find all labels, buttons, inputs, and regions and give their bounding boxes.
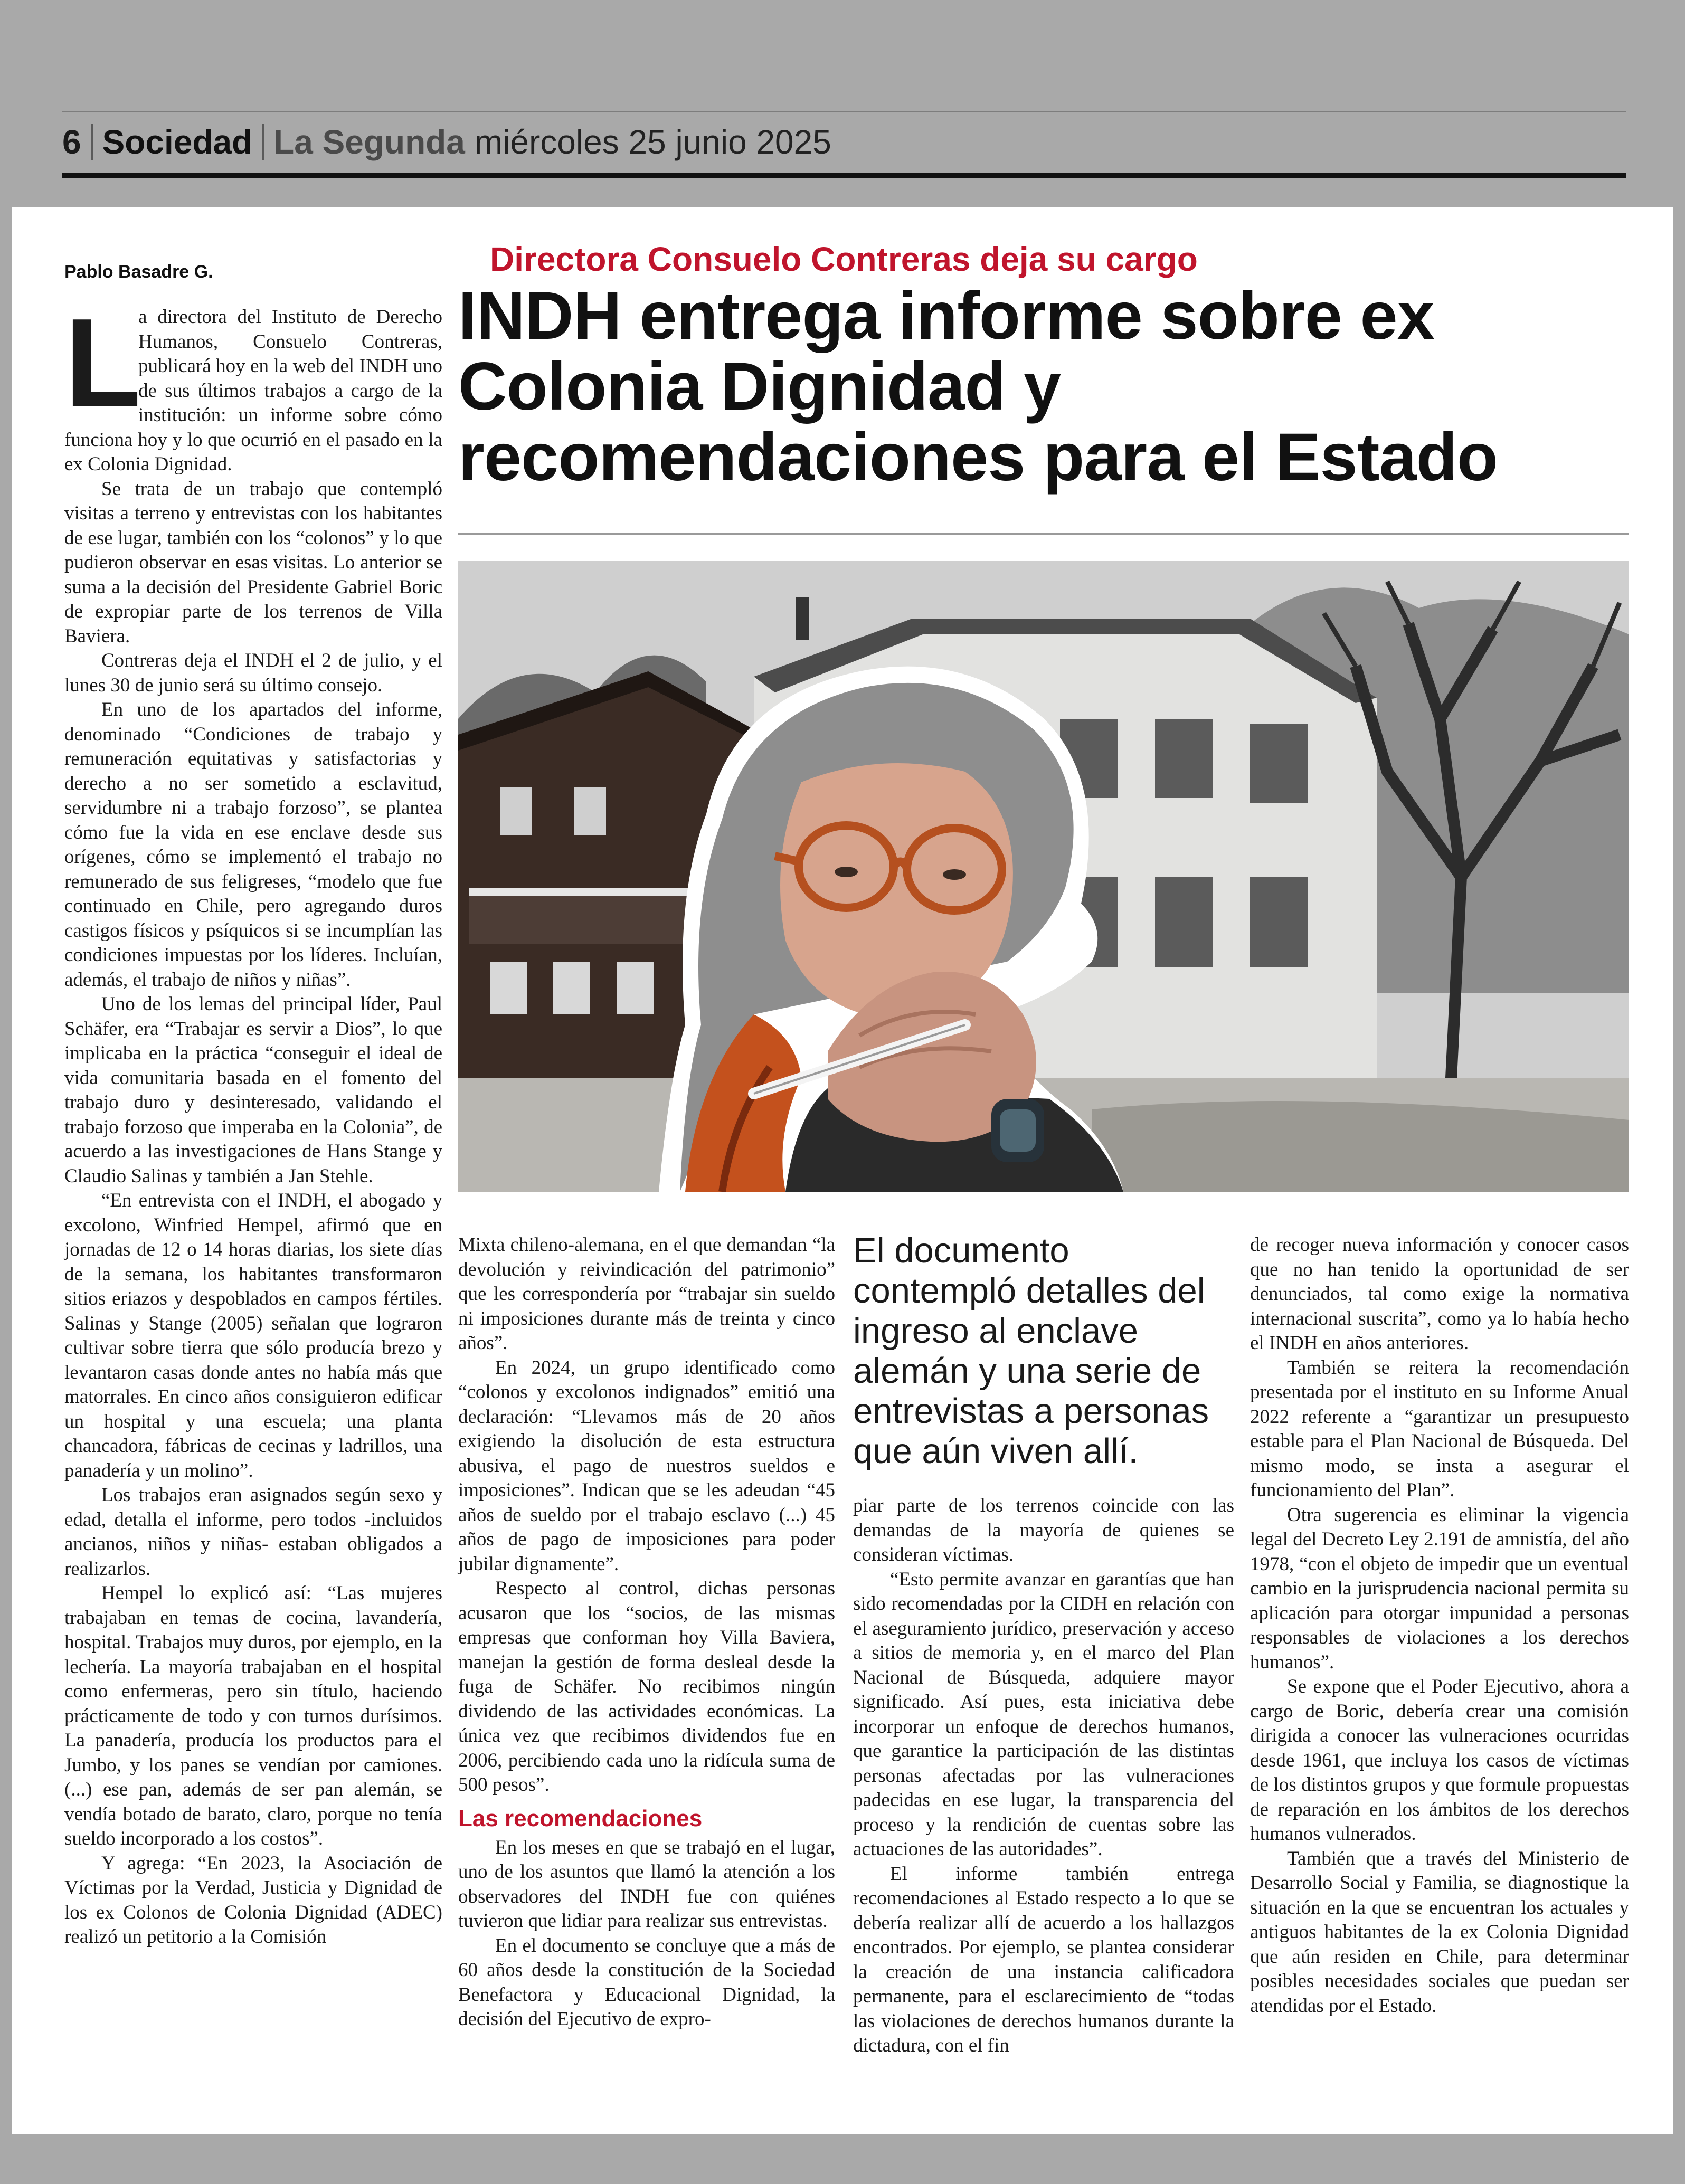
paragraph: En los meses en que se trabajó en el lugar, uno de los asuntos que llamó la atención a los observadores del INDH fue con quiénes tuvieron que lidiar para realizar sus entrevistas. [458, 1836, 835, 1932]
article-column-3 [853, 1494, 1234, 2058]
newspaper-name: La Segunda [273, 123, 465, 161]
article-column-2 [458, 1233, 835, 2032]
drop-cap: L [64, 293, 141, 433]
chimney [796, 597, 809, 640]
issue-date: miércoles 25 junio 2025 [474, 123, 831, 161]
paragraph: En 2024, un grupo identificado como “colonos y excolonos indignados” emitió una declaración: “Llevamos más de 20 años exigiendo la disolución de esta estructura abusiva, el pago de nuestros sueldos e imposiciones”. Indican que se les adeudan “45 años de sueldo por el trabajo esclavo (...) 45 años de pago de imposiciones para poder jubilar dignamente”. [458, 1356, 835, 1575]
paragraph: Se trata de un trabajo que contempló visitas a terreno y entrevistas con los habitantes de ese lugar, también con los “colonos” y lo que pudieron observar en esas visitas. Lo anterior se suma a la decisión del Presidente Gabriel Boric de expropiar parte de los terrenos de Villa Baviera. [64, 478, 442, 647]
paragraph: Hempel lo explicó así: “Las mujeres trabajaban en temas de cocina, lavandería, hospital. Trabajos muy duros, por ejemplo, en la lechería. La mayoría trabajaban en el hospital como enfermeras, pero sin título, haciendo prácticamente de todo y con turnos durísimos. La panadería, producía los productos para el Jumbo, y los panes se vendían por camiones. (...) ese pan, además de ser pan alemán, se vendía botado de barato, claro, porque no tenía sueldo incorporado a los costos”. [64, 1582, 442, 1849]
kicker: Directora Consuelo Contreras deja su cargo [490, 240, 1198, 278]
photo-illustration [458, 561, 1629, 1192]
paragraph: a directora del Instituto de Derecho Humanos, Consuelo Contreras, publicará hoy en la web del INDH uno de sus últimos trabajos a cargo de la institución: un informe sobre cómo funciona hoy y lo que ocurrió en el pasado en la ex Colonia Dignidad. [64, 306, 442, 475]
paragraph: Uno de los lemas del principal líder, Paul Schäfer, era “Trabajar es servir a Dios”, lo que implicaba en la práctica “conseguir el ideal de vida comunitaria basada en el fomento del trabajo duro y desinteresado, validando el trabajo forzoso que imperaba en la Colonia”, de acuerdo a las investigaciones de Hans Stange y Claudio Salinas y también a Jan Stehle. [64, 993, 442, 1187]
paragraph: de recoger nueva información y conocer casos que no han tenido la oportunidad de ser denunciados, tal como exige la normativa internacional suscrita”, como ya lo había hecho el INDH en años anteriores. [1250, 1234, 1629, 1354]
paragraph: Otra sugerencia es eliminar la vigencia legal del Decreto Ley 2.191 de amnistía, del año 1978, “con el objeto de impedir que un eventual cambio en la jurisprudencia nacional permita su aplicación para otorgar impunidad a personas responsables de violaciones a los derechos humanos”. [1250, 1504, 1629, 1673]
article-column-4 [1250, 1233, 1629, 2018]
paragraph: En el documento se concluye que a más de 60 años desde la constitución de la Sociedad Benefactora y Educacional Dignidad, la decisión del Ejecutivo de expro- [458, 1934, 835, 2030]
paragraph: Respecto al control, dichas personas acusaron que los “socios, de las mismas empresas que conforman hoy Villa Baviera, manejan la gestión de forma desleal desde la fuga de Schäfer. No recibimos ningún dividendo de las actividades económicas. La única vez que recibimos dividendos fue en 2006, percibiendo cada uno la ridícula suma de 500 pesos”. [458, 1578, 835, 1796]
section-name: Sociedad [102, 123, 253, 161]
top-rule [62, 111, 1626, 112]
newspaper-page [12, 207, 1673, 2134]
paragraph: Los trabajos eran asignados según sexo y edad, detalla el informe, pero todos -incluidos ancianos, niños y niñas- estaban obligados a realizarlos. [64, 1484, 442, 1580]
subhead: Las recomendaciones [458, 1805, 703, 1831]
masthead-rule [62, 173, 1626, 178]
headline-rule [458, 533, 1629, 535]
paragraph: “En entrevista con el INDH, el abogado y excolono, Winfried Hempel, afirmó que en jornadas de 12 o 14 horas diarias, los siete días de la semana, los habitantes transformaron sitios eriazos y despoblados en campos fértiles. Salinas y Stange (2005) señalan que lograron cultivar sobre tierra que sólo producía brezo y levantaron casas donde antes no había más que matorrales. En cinco años consiguieron edificar un hospital y una escuela; una planta chancadora, fábricas de cecinas y ladrillos, una panadería y un molino”. [64, 1190, 442, 1482]
masthead-divider [262, 124, 264, 160]
article-photo [458, 561, 1629, 1192]
masthead [62, 118, 831, 166]
article-column-1 [64, 293, 442, 1950]
paragraph: Contreras deja el INDH el 2 de julio, y el lunes 30 de junio será su último consejo. [64, 650, 442, 696]
paragraph: El informe también entrega recomendaciones al Estado respecto a lo que se debería realizar allí de acuerdo a los hallazgos encontrados. Por ejemplo, se plantea considerar la creación de una instancia calificadora permanente, para el esclarecimiento de “todas las violaciones de derechos humanos durante la dictadura, con el fin [853, 1863, 1234, 2056]
paragraph: Se expone que el Poder Ejecutivo, ahora a cargo de Boric, debería crear una comisión dirigida a conocer las vulneraciones ocurridas desde 1961, que incluya los casos de víctimas de los distintos grupos y que formule propuestas de reparación en los ámbitos de los derechos humanos vulnerados. [1250, 1676, 1629, 1845]
page-number: 6 [62, 123, 81, 161]
paragraph: Y agrega: “En 2023, la Asociación de Víctimas por la Verdad, Justicia y Dignidad de los ex Colonos de Colonia Dignidad (ADEC) realizó un petitorio a la Comisión [64, 1852, 442, 1948]
paragraph: “Esto permite avanzar en garantías que han sido recomendadas por la CIDH en relación con el aseguramiento jurídico, preservación y acceso a sitios de memoria y, en el marco del Plan Nacional de Búsqueda, adquiere mayor significado. Así pues, esta iniciativa debe incorporar un enfoque de derechos humanos, que garantice la participación de las distintas personas afectadas por las vulneraciones padecidas en ese lugar, la transparencia del proceso y la rendición de cuentas sobre las actuaciones de las autoridades”. [853, 1568, 1234, 1860]
paragraph: También que a través del Ministerio de Desarrollo Social y Familia, se diagnostique la situación en la que se encuentran los actuales y antiguos habitantes de la ex Colonia Dignidad que aún residen en Chile, para determinar posibles necesidades sociales que puedan ser atendidas por el Estado. [1250, 1847, 1629, 2017]
masthead-divider [91, 124, 93, 160]
paragraph: También se reitera la recomendación presentada por el instituto en su Informe Anual 2022 referente a “garantizar un presupuesto estable para el Plan Nacional de Búsqueda. Del mismo modo, se insta a asegurar el funcionamiento del Plan”. [1250, 1356, 1629, 1501]
paragraph: piar parte de los terrenos coincide con las demandas de la mayoría de quienes se consideran víctimas. [853, 1495, 1234, 1565]
headline: INDH entrega informe sobre ex Colonia Dignidad y recomendaciones para el Estado [458, 278, 1498, 495]
paragraph: En uno de los apartados del informe, denominado “Condiciones de trabajo y remuneración equitativas y satisfactorias y derecho a no ser sometido a esclavitud, servidumbre ni a trabajo forzoso”, se plantea cómo fue la vida en ese enclave desde sus orígenes, cómo se implementó el trabajo no remunerado de sus feligreses, “modelo que fue continuado en Chile, pero agregando duros castigos físicos y psíquicos si se incumplían las condiciones impuestas por los líderes. Incluían, además, el trabajo de niños y niñas”. [64, 699, 442, 991]
paragraph: Mixta chileno-alemana, en el que demandan “la devolución y reivindicación del patrimonio” que les correspondería por “trabajar sin sueldo ni imposiciones durante más de treinta y cinco años”. [458, 1234, 835, 1354]
pull-quote: El documento contempló detalles del ingreso al enclave alemán y una serie de entrevistas a personas que aún viven allí. [853, 1231, 1209, 1471]
byline: Pablo Basadre G. [64, 262, 213, 282]
